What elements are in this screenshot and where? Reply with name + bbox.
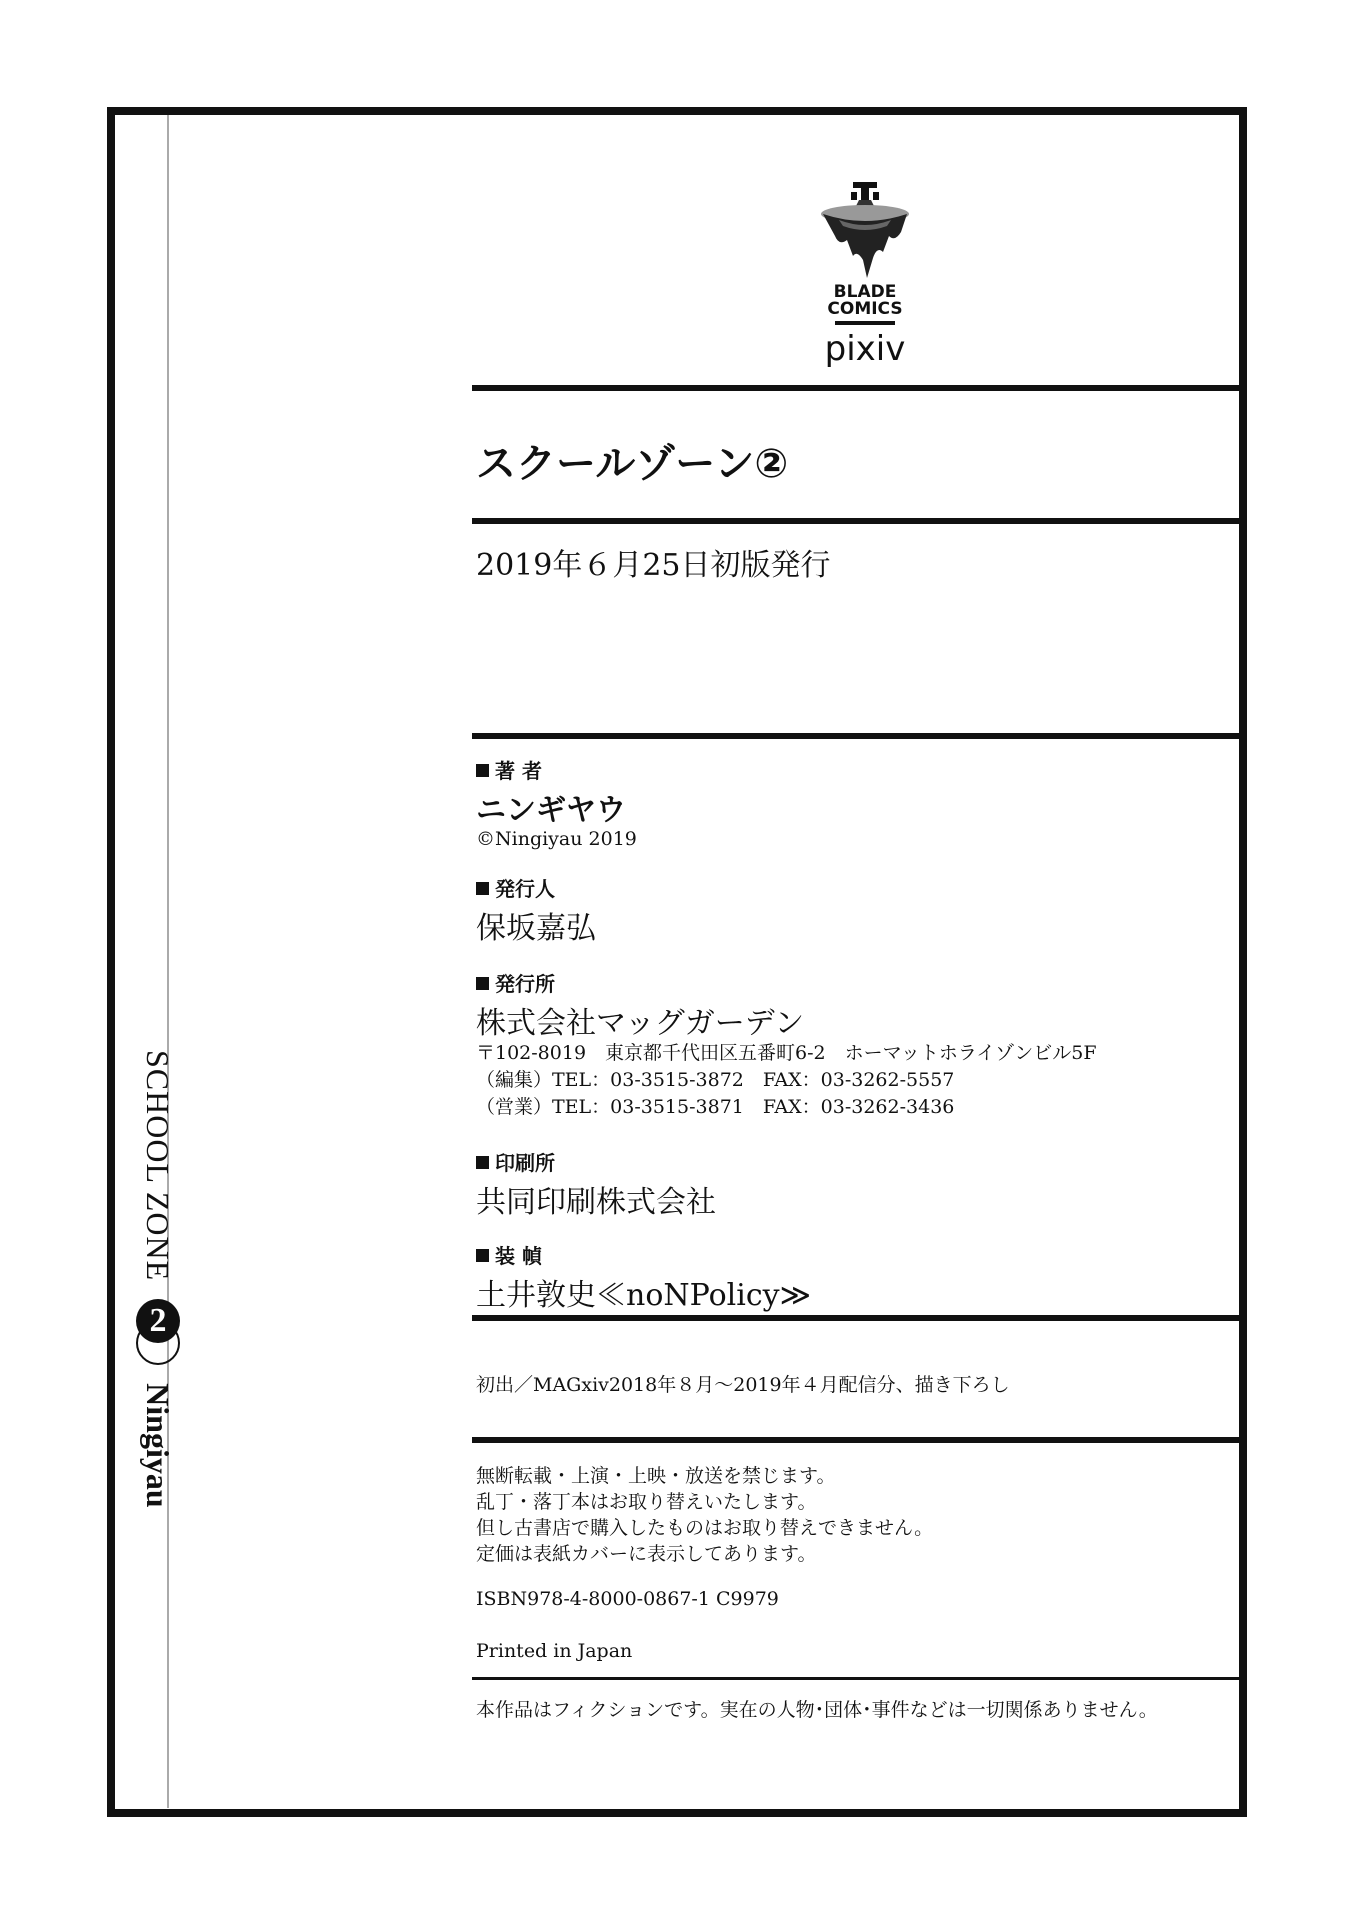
rule-first-appearance bbox=[472, 1315, 1239, 1321]
notices bbox=[476, 1463, 933, 1567]
issuer-label: 発行人 bbox=[476, 873, 555, 902]
notice-line: 但し古書店で購入したものはお取り替えできません。 bbox=[476, 1517, 934, 1539]
logo-underline bbox=[835, 321, 895, 325]
logo-blade-text: BLADE bbox=[833, 282, 897, 302]
publisher-tel-sales: （営業）TEL：03-3515-3871 FAX：03-3262-3436 bbox=[476, 1096, 955, 1118]
rule-credits bbox=[472, 733, 1239, 739]
bullet-square-icon bbox=[476, 1249, 489, 1262]
publisher-tel-edit: （編集）TEL：03-3515-3872 FAX：03-3262-5557 bbox=[476, 1069, 955, 1091]
logo-comics-text: COMICS bbox=[827, 299, 903, 319]
rule-title bbox=[472, 518, 1239, 524]
notice-line: 無断転載・上演・上映・放送を禁じます。 bbox=[476, 1465, 836, 1487]
publish-date: 2019年６月25日初版発行 bbox=[476, 548, 831, 583]
rule-fiction bbox=[472, 1677, 1239, 1680]
bullet-square-icon bbox=[476, 977, 489, 990]
issuer-name: 保坂嘉弘 bbox=[476, 911, 596, 946]
first-appearance: 初出／MAGxiv2018年８月～2019年４月配信分、描き下ろし bbox=[476, 1374, 1010, 1396]
author-name: ニンギヤウ bbox=[476, 793, 626, 828]
notice-line: 定価は表紙カバーに表示してあります。 bbox=[476, 1543, 817, 1565]
bullet-square-icon bbox=[476, 764, 489, 777]
pixiv-brand: pixiv bbox=[824, 329, 906, 369]
design-credit: 土井敦史≪noNPolicy≫ bbox=[476, 1278, 812, 1313]
publisher-logo bbox=[800, 180, 930, 370]
isbn: ISBN978-4-8000-0867-1 C9979 bbox=[476, 1588, 779, 1610]
publisher-name: 株式会社マッグガーデン bbox=[476, 1006, 805, 1041]
bullet-square-icon bbox=[476, 1156, 489, 1169]
spine-divider bbox=[167, 115, 169, 1808]
spine-title: SCHOOL ZONE bbox=[140, 1050, 177, 1282]
book-title: スクールゾーン② bbox=[476, 441, 789, 487]
notice-line: 乱丁・落丁本はお取り替えいたします。 bbox=[476, 1491, 817, 1513]
publisher-label: 発行所 bbox=[476, 968, 555, 997]
design-label: 装 幀 bbox=[476, 1240, 542, 1269]
author-label: 著 者 bbox=[476, 755, 542, 784]
rule-notices bbox=[472, 1437, 1239, 1443]
spine-author: Ningiyau bbox=[140, 1383, 177, 1508]
spine-volume-number: 2 bbox=[136, 1299, 180, 1343]
spine-volume-badge bbox=[136, 1299, 180, 1365]
printer-name: 共同印刷株式会社 bbox=[476, 1185, 716, 1220]
fiction-notice: 本作品はフィクションです。実在の人物･団体･事件などは一切関係ありません。 bbox=[476, 1699, 1158, 1721]
printed-in: Printed in Japan bbox=[476, 1640, 633, 1662]
copyright: ©Ningiyau 2019 bbox=[476, 828, 637, 850]
rule-top bbox=[472, 385, 1239, 391]
blade-emblem-icon bbox=[817, 180, 913, 280]
publisher-address: 〒102-8019 東京都千代田区五番町6-2 ホーマットホライゾンビル5F bbox=[476, 1042, 1097, 1064]
printer-label: 印刷所 bbox=[476, 1147, 555, 1176]
bullet-square-icon bbox=[476, 882, 489, 895]
